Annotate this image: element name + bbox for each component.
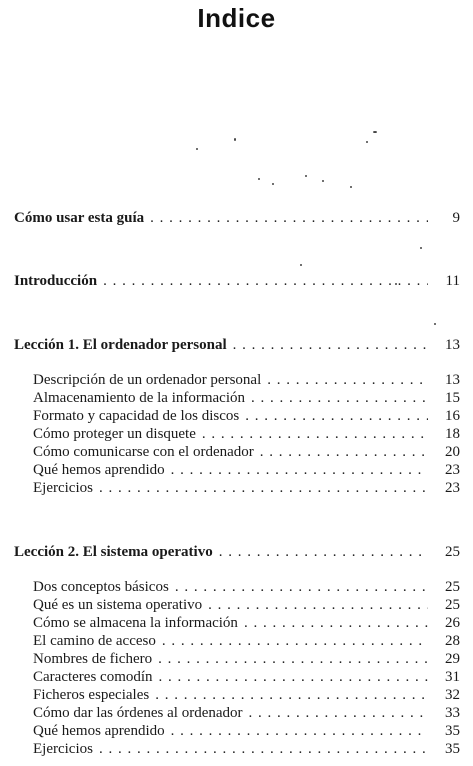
toc-entry[interactable]	[33, 687, 460, 704]
toc-entry[interactable]	[33, 705, 460, 722]
toc-label: Formato y capacidad de los discos	[33, 408, 240, 424]
toc-entry[interactable]	[33, 426, 460, 443]
toc-page-number: 31	[445, 669, 460, 685]
dot-leader	[208, 597, 428, 614]
toc-label: Ejercicios	[33, 480, 93, 496]
dot-leader	[171, 462, 428, 479]
toc-entry[interactable]	[33, 462, 460, 479]
toc-label: Cómo usar esta guía	[14, 210, 145, 226]
toc-label: Nombres de fichero	[33, 651, 153, 667]
toc-entry[interactable]	[33, 480, 460, 497]
dot-leader	[244, 615, 428, 632]
toc-page-number: 35	[445, 723, 460, 739]
toc-page-number: 25	[445, 597, 460, 613]
toc-page-number: 23	[445, 480, 460, 496]
toc-entry[interactable]	[33, 723, 460, 740]
toc-label: Qué hemos aprendido	[33, 723, 165, 739]
toc-label: Descripción de un ordenador personal	[33, 372, 262, 388]
dot-leader	[251, 390, 428, 407]
toc-page-number: 33	[445, 705, 460, 721]
toc-page-number: 26	[445, 615, 460, 631]
toc-label: El camino de acceso	[33, 633, 156, 649]
toc-page-number: 29	[445, 651, 460, 667]
dot-leader	[103, 273, 428, 290]
dot-leader	[175, 579, 428, 596]
toc-label: Ficheros especiales	[33, 687, 150, 703]
toc-entry[interactable]	[33, 633, 460, 650]
toc-page-number: 9	[452, 210, 460, 226]
toc-entry[interactable]	[33, 597, 460, 614]
dot-leader	[260, 444, 428, 461]
toc-entry[interactable]	[33, 741, 460, 758]
toc-entry[interactable]	[33, 669, 460, 686]
dot-leader	[202, 426, 428, 443]
dot-leader	[219, 544, 428, 561]
toc-page-number: 11	[445, 273, 460, 289]
toc-page-number: 35	[445, 741, 460, 757]
toc-entry[interactable]	[33, 651, 460, 668]
toc-label: Almacenamiento de la información	[33, 390, 245, 406]
toc-entry[interactable]	[33, 615, 460, 632]
toc-entry[interactable]	[33, 579, 460, 596]
page-title: Indice	[197, 3, 276, 33]
toc-entry[interactable]	[33, 408, 460, 425]
toc-label: Qué hemos aprendido	[33, 462, 165, 478]
toc-page-number: 20	[445, 444, 460, 460]
toc-label: Lección 1. El ordenador personal	[14, 337, 227, 353]
toc-page-number: 28	[445, 633, 460, 649]
toc-label: Cómo se almacena la información	[33, 615, 238, 631]
toc-entry[interactable]	[33, 390, 460, 407]
toc-section-introduccion[interactable]	[14, 273, 460, 290]
toc-section-como-usar[interactable]	[14, 210, 460, 227]
toc-label: Cómo proteger un disquete	[33, 426, 196, 442]
toc-page-number: 25	[445, 544, 460, 560]
toc-page-number: 13	[445, 372, 460, 388]
dot-leader	[99, 741, 428, 758]
dot-leader	[150, 210, 428, 227]
dot-leader	[159, 669, 428, 686]
toc-label: Dos conceptos básicos	[33, 579, 169, 595]
dot-leader	[233, 337, 428, 354]
toc-entry[interactable]	[33, 444, 460, 461]
toc-section-leccion-1[interactable]	[14, 337, 460, 354]
toc-label: Ejercicios	[33, 741, 93, 757]
toc-page-number: 23	[445, 462, 460, 478]
toc-page-number: 13	[445, 337, 460, 353]
dot-leader	[249, 705, 428, 722]
dot-leader	[162, 633, 428, 650]
dot-leader	[267, 372, 428, 389]
dot-leader	[155, 687, 428, 704]
toc-label: Introducción	[14, 273, 98, 289]
toc-page-number: 16	[445, 408, 460, 424]
toc-page-number: 25	[445, 579, 460, 595]
toc-page-number: 15	[445, 390, 460, 406]
toc-page-number: 32	[445, 687, 460, 703]
toc-label: Qué es un sistema operativo	[33, 597, 203, 613]
toc-section-leccion-2[interactable]	[14, 544, 460, 561]
toc-label: Caracteres comodín	[33, 669, 153, 685]
dot-leader	[99, 480, 428, 497]
dot-leader	[245, 408, 428, 425]
toc-page-number: 18	[445, 426, 460, 442]
toc-label: Lección 2. El sistema operativo	[14, 544, 213, 560]
dot-leader	[158, 651, 428, 668]
dot-leader	[171, 723, 428, 740]
toc-label: Cómo comunicarse con el ordenador	[33, 444, 254, 460]
toc-entry[interactable]	[33, 372, 460, 389]
toc-label: Cómo dar las órdenes al ordenador	[33, 705, 243, 721]
